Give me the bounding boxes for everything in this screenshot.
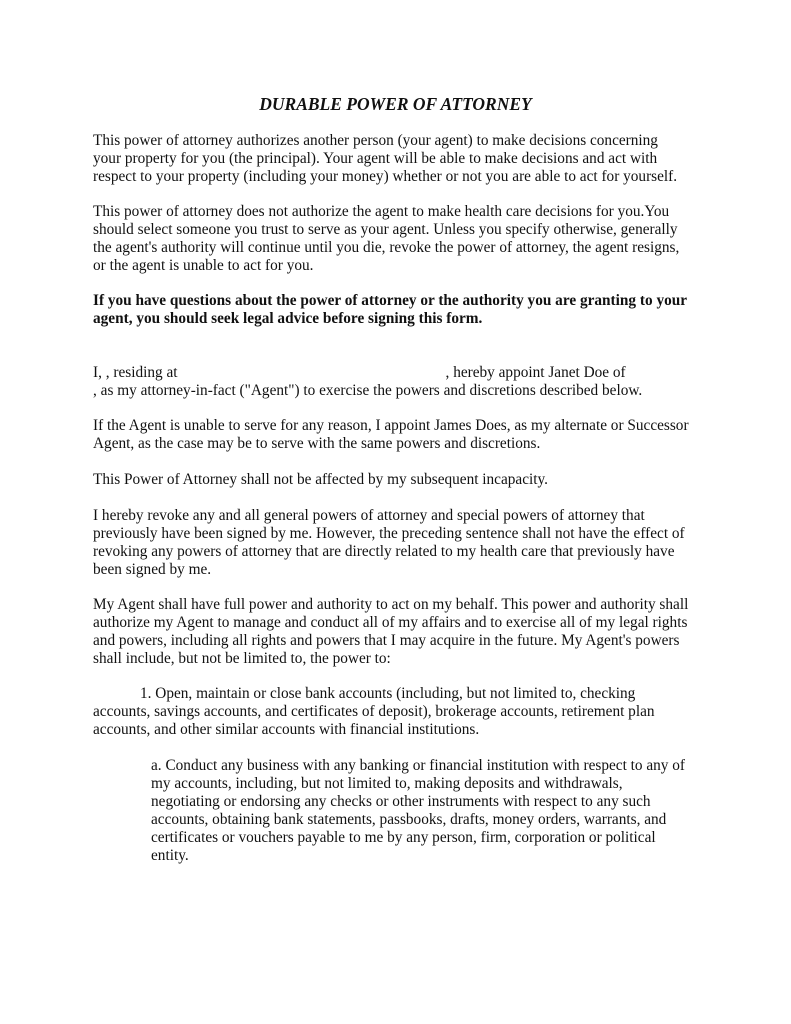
item1a-line: my accounts, including, but not limited to, making deposits and withdrawals, [151,774,623,792]
item1a-line: entity. [151,846,189,864]
authority-line: shall include, but not be limited to, the power to: [93,649,391,667]
authority-line: and powers, including all rights and powers that I may acquire in the future. My Agent's powers [93,631,680,649]
scope-paragraph [93,203,703,275]
warning-line: If you have questions about the power of attorney or the authority you are granting to your [93,292,688,309]
alternate-line: Agent, as the case may be to serve with the same powers and discretions. [93,434,541,452]
item1a-line: accounts, obtaining bank statements, passbooks, drafts, money orders, warrants, and [151,810,667,828]
appointment-start: I, , residing at [93,364,178,381]
item1a-line: negotiating or endorsing any checks or other instruments with respect to any such [151,792,651,810]
warning-line: agent, you should seek legal advice before signing this form. [93,309,483,327]
incapacity-paragraph [93,471,703,489]
item1-line: accounts, savings accounts, and certificates of deposit), brokerage accounts, retirement plan [93,702,655,720]
item1a-line: a. Conduct any business with any banking or financial institution with respect to any of [151,757,686,774]
item-1a-banking-business [151,757,711,864]
item1-line: accounts, and other similar accounts with financial institutions. [93,720,480,738]
alternate-agent-paragraph [93,417,703,453]
alternate-line: If the Agent is unable to serve for any reason, I appoint James Does, as my alternate or Successor [93,417,689,434]
scope-line: should select someone you trust to serve as your agent. Unless you specify otherwise, generally [93,220,678,238]
intro-line: This power of attorney authorizes another person (your agent) to make decisions concerning [93,132,658,149]
authority-line: My Agent shall have full power and authority to act on my behalf. This power and authority shall [93,596,689,613]
revoke-line: been signed by me. [93,560,212,578]
item1a-line: certificates or vouchers payable to me by any person, firm, corporation or political [151,828,656,846]
item1-line: 1. Open, maintain or close bank accounts (including, but not limited to, checking [140,685,636,702]
appointment-line [93,364,703,382]
revocation-paragraph [93,507,703,579]
revoke-line: previously have been signed by me. However, the preceding sentence shall not have the effect of [93,524,685,542]
scope-line: the agent's authority will continue until you die, revoke the power of attorney, the agent resigns, [93,238,680,256]
revoke-line: I hereby revoke any and all general powers of attorney and special powers of attorney that [93,507,645,524]
document-title: DURABLE POWER OF ATTORNEY [259,94,532,114]
incapacity-line: This Power of Attorney shall not be affected by my subsequent incapacity. [93,471,548,488]
authority-line: authorize my Agent to manage and conduct all of my affairs and to exercise all of my legal rights [93,613,688,631]
legal-advice-warning [93,292,703,328]
appointment-line: , as my attorney-in-fact ("Agent") to exercise the powers and discretions described below. [93,381,643,399]
authority-paragraph [93,596,703,668]
revoke-line: revoking any powers of attorney that are directly related to my health care that previously have [93,542,675,560]
intro-paragraph [93,132,703,186]
scope-line: or the agent is unable to act for you. [93,256,314,274]
appointment-end: , hereby appoint Janet Doe of [445,364,626,381]
scope-line: This power of attorney does not authorize the agent to make health care decisions for you.You [93,203,670,220]
item-1-bank-accounts [93,685,703,739]
intro-line: respect to your property (including your money) whether or not you are able to act for yourself. [93,167,678,185]
appointment-paragraph [93,364,703,400]
intro-line: your property for you (the principal). Your agent will be able to make decisions and act with [93,149,658,167]
